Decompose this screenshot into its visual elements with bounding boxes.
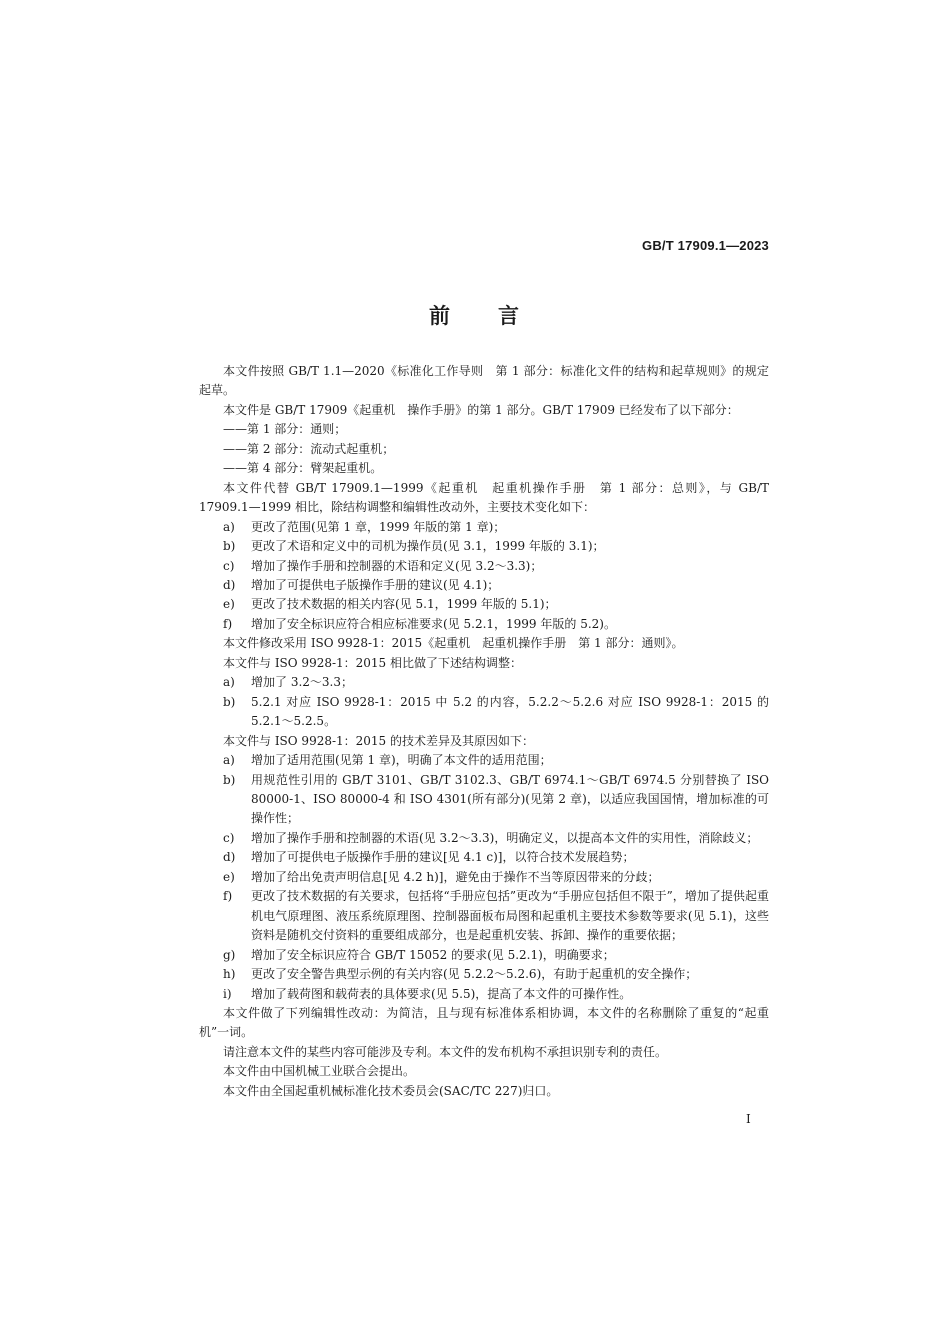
item-text: 增加了操作手册和控制器的术语(见 3.2～3.3)，明确定义，以提高本文件的实用性，消除歧义；	[251, 830, 759, 845]
item-label: e)	[223, 597, 235, 612]
difference-item	[199, 829, 769, 848]
difference-item	[199, 946, 769, 965]
item-text: 增加了安全标识应符合 GB/T 15052 的要求(见 5.2.1)，明确要求；	[251, 947, 615, 962]
item-text: 增加了安全标识应符合相应标准要求(见 5.2.1，1999 年版的 5.2)。	[251, 616, 616, 631]
item-text: 增加了可提供电子版操作手册的建议(见 4.1)；	[251, 577, 500, 592]
item-label: a)	[223, 753, 235, 768]
item-label: a)	[223, 519, 235, 534]
item-text: 更改了安全警告典型示例的有关内容(见 5.2.2～5.2.6)，有助于起重机的安全操作；	[251, 967, 698, 982]
change-item	[199, 615, 769, 634]
item-text: 增加了 3.2～3.3；	[251, 675, 353, 690]
item-label: a)	[223, 675, 235, 690]
page-title	[0, 300, 950, 330]
item-text: 增加了可提供电子版操作手册的建议[见 4.1 c)]，以符合技术发展趋势；	[251, 850, 635, 865]
item-label: f)	[223, 616, 233, 631]
paragraph: 本文件代替 GB/T 17909.1—1999《起重机 起重机操作手册 第 1 部分：总则》，与 GB/T 17909.1—1999 相比，除结构调整和编辑性改动外，主要技术变化如下：	[199, 480, 769, 515]
structure-item	[199, 673, 769, 692]
paragraph: 请注意本文件的某些内容可能涉及专利。本文件的发布机构不承担识别专利的责任。	[223, 1044, 668, 1059]
item-label: g)	[223, 947, 236, 962]
paragraph: 本文件修改采用 ISO 9928-1：2015《起重机 起重机操作手册 第 1 部分：通则》。	[223, 636, 684, 651]
item-label: d)	[223, 850, 236, 865]
foreword-body	[199, 362, 769, 1101]
difference-item	[199, 848, 769, 867]
paragraph: 本文件与 ISO 9928-1：2015 的技术差异及其原因如下：	[223, 733, 535, 748]
change-item	[199, 557, 769, 576]
page-number: I	[746, 1112, 751, 1126]
item-label: d)	[223, 577, 236, 592]
title-char-1: 前	[429, 304, 452, 328]
difference-item	[199, 887, 769, 945]
item-text: 用规范性引用的 GB/T 3101、GB/T 3102.3、GB/T 6974.1～GB/T 6974.5 分别替换了 ISO 80000-1、ISO 80000-4 和 ISO 4301(所有部分)(见第 2 章)，以适应我国国情，增加标准的可操作性；	[251, 772, 769, 826]
item-label: c)	[223, 558, 235, 573]
change-item	[199, 595, 769, 614]
paragraph: 本文件由全国起重机械标准化技术委员会(SAC/TC 227)归口。	[223, 1083, 559, 1098]
difference-item	[199, 985, 769, 1004]
change-item	[199, 576, 769, 595]
paragraph: 本文件做了下列编辑性改动：为简洁，且与现有标准体系相协调，本文件的名称删除了重复的“起重机”一词。	[199, 1005, 769, 1040]
item-text: 5.2.1 对应 ISO 9928-1：2015 中 5.2 的内容，5.2.2～5.2.6 对应 ISO 9928-1：2015 的 5.2.1～5.2.5。	[251, 694, 769, 729]
part-item: ——第 2 部分：流动式起重机；	[223, 441, 395, 456]
item-text: 增加了给出免责声明信息[见 4.2 h)]，避免由于操作不当等原因带来的分歧；	[251, 869, 660, 884]
part-item: ——第 4 部分：臂架起重机。	[223, 461, 383, 476]
item-label: i)	[223, 986, 232, 1001]
document-code: GB/T 17909.1—2023	[642, 238, 769, 253]
item-text: 更改了术语和定义中的司机为操作员(见 3.1，1999 年版的 3.1)；	[251, 539, 605, 554]
difference-item	[199, 868, 769, 887]
item-label: h)	[223, 967, 236, 982]
change-item	[199, 518, 769, 537]
item-label: e)	[223, 869, 235, 884]
item-label: f)	[223, 889, 233, 904]
item-label: c)	[223, 830, 235, 845]
item-text: 增加了操作手册和控制器的术语和定义(见 3.2～3.3)；	[251, 558, 543, 573]
item-text: 更改了技术数据的相关内容(见 5.1，1999 年版的 5.1)；	[251, 597, 557, 612]
difference-item	[199, 771, 769, 829]
difference-item	[199, 965, 769, 984]
change-item	[199, 537, 769, 556]
item-text: 更改了范围(见第 1 章，1999 年版的第 1 章)；	[251, 519, 506, 534]
difference-item	[199, 751, 769, 770]
title-char-2: 言	[498, 304, 521, 328]
paragraph: 本文件由中国机械工业联合会提出。	[223, 1064, 416, 1079]
item-label: b)	[223, 772, 236, 787]
paragraph: 本文件与 ISO 9928-1：2015 相比做了下述结构调整：	[223, 655, 523, 670]
paragraph: 本文件是 GB/T 17909《起重机 操作手册》的第 1 部分。GB/T 17909 已经发布了以下部分：	[223, 402, 739, 417]
part-item: ——第 1 部分：通则；	[223, 422, 347, 437]
item-label: b)	[223, 539, 236, 554]
paragraph: 本文件按照 GB/T 1.1—2020《标准化工作导则 第 1 部分：标准化文件的结构和起草规则》的规定起草。	[199, 364, 769, 398]
item-text: 更改了技术数据的有关要求，包括将“手册应包括”更改为“手册应包括但不限于”，增加了提供起重机电气原理图、液压系统原理图、控制器面板布局图和起重机主要技术参数等要求(见 5.1)，这些资料是随机交付资料的重要组成部分，也是起重机安装、拆卸、操作的重要依据；	[251, 889, 769, 943]
structure-item	[199, 693, 769, 732]
item-label: b)	[223, 694, 236, 709]
item-text: 增加了载荷图和载荷表的具体要求(见 5.5)，提高了本文件的可操作性。	[251, 986, 632, 1001]
item-text: 增加了适用范围(见第 1 章)，明确了本文件的适用范围；	[251, 753, 552, 768]
